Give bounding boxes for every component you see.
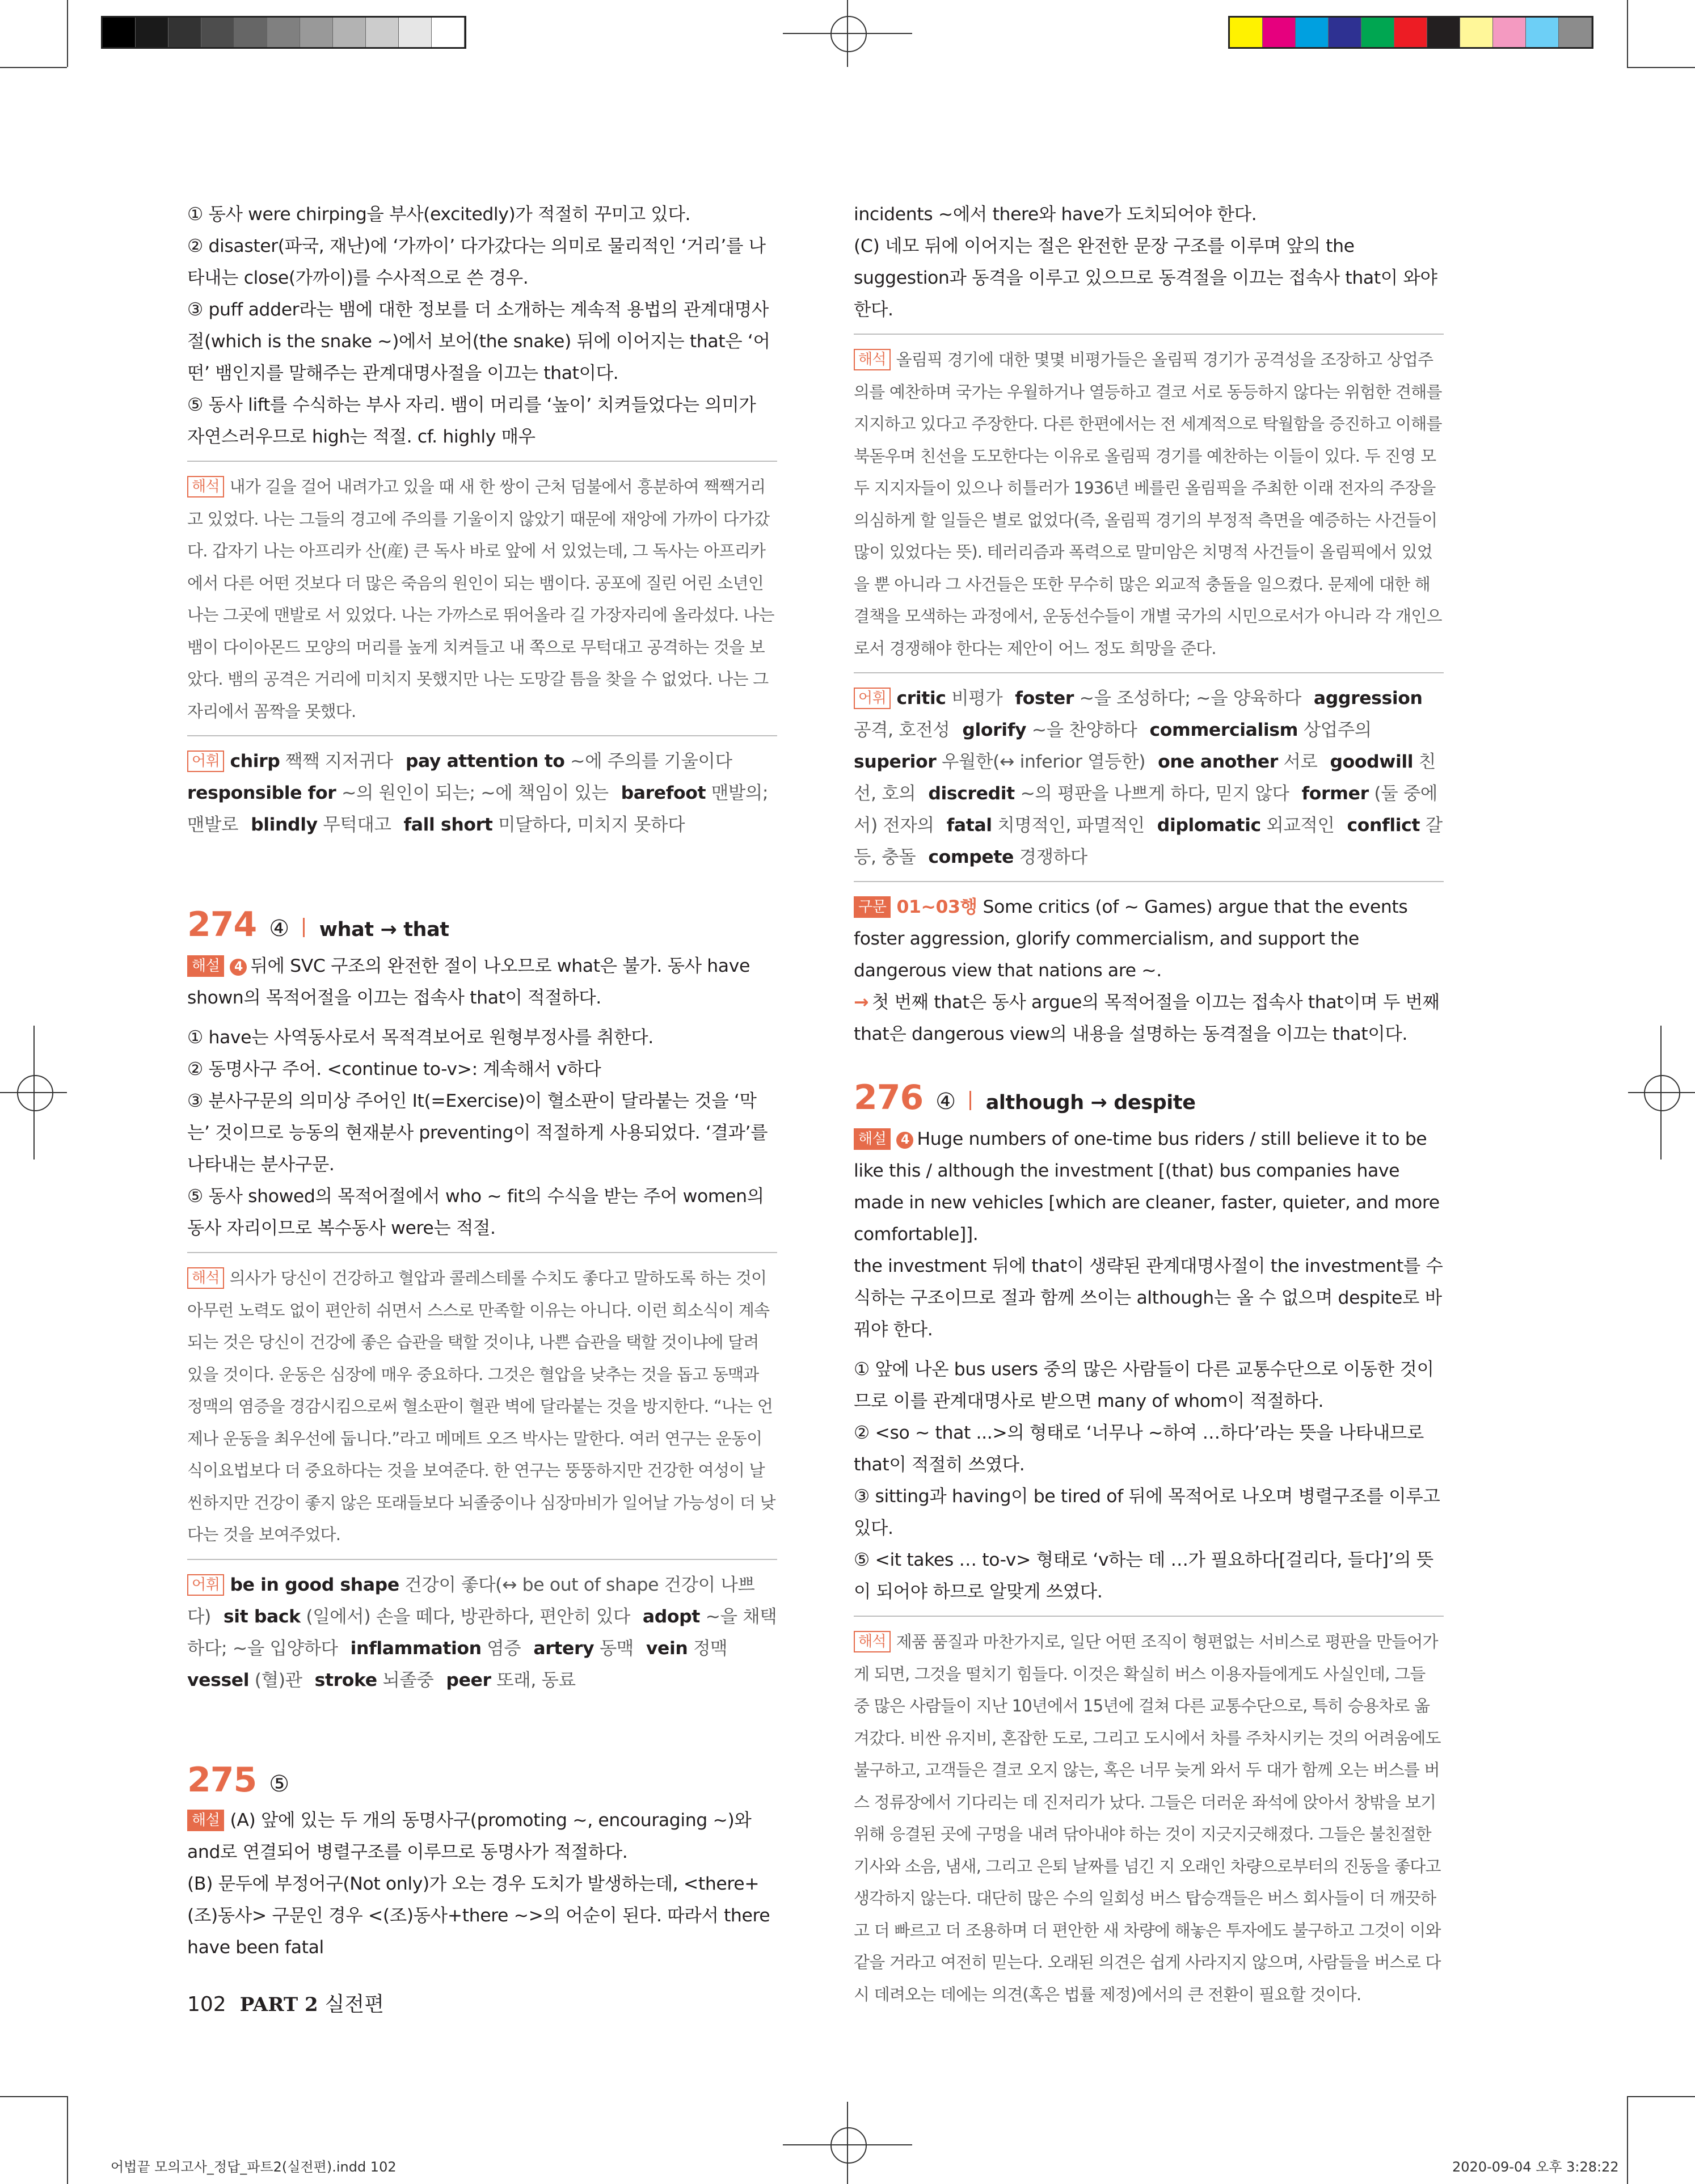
solution-275-a	[187, 1804, 777, 1868]
left-column	[187, 199, 777, 1963]
vocab-meaning: 외교적인	[1266, 815, 1335, 836]
header-separator	[969, 1091, 971, 1110]
crop-mark	[0, 2096, 67, 2097]
syntax-tag: 구문	[854, 896, 891, 918]
vocab-meaning: 건강이 좋다(↔ be out of shape 건강이 나쁘다)	[187, 1574, 755, 1627]
page-footer	[187, 1988, 384, 2017]
registration-mark	[1644, 1075, 1680, 1111]
vocab-word: adopt	[642, 1606, 700, 1627]
print-date: 2020-09-04 오후 3:28:22	[1452, 2159, 1619, 2175]
explanation-item: ⑤ 동사 showed의 목적어절에서 who ~ fit의 수식을 받는 주어 women의 동사 자리이므로 복수동사 were는 적절.	[187, 1186, 764, 1238]
vocab-word: vessel	[187, 1669, 250, 1690]
vocab-meaning: (둘 중에서) 전자의	[854, 783, 1437, 836]
vocab-meaning: 염증	[487, 1638, 521, 1659]
explanation-item: ③ sitting과 having이 be tired of 뒤에 목적어로 나오며 병렬구조를 이루고 있다.	[854, 1486, 1440, 1538]
color-calibration-bar	[1228, 16, 1593, 49]
explanation-273	[187, 199, 777, 453]
question-header-276	[854, 1078, 1444, 1119]
explanation-item: ② <so ~ that ...>의 형태로 ‘너무나 ~하여 …하다’라는 뜻을 나타내므로 that이 적절히 쓰였다.	[854, 1423, 1424, 1475]
divider	[187, 1559, 777, 1560]
vocab-word: chirp	[230, 751, 280, 771]
solution-text: 뒤에 SVC 구조의 완전한 절이 나오므로 what은 불가. 동사 have shown의 목적어절을 이끄는 접속사 that이 적절하다.	[187, 956, 750, 1008]
vocab-word: superior	[854, 752, 937, 772]
vocab-word: fatal	[946, 815, 992, 836]
answer-circle-icon: 4	[896, 1132, 913, 1149]
vocab-meaning: (일에서) 손을 떼다, 방관하다, 편안히 있다	[306, 1606, 630, 1627]
vocab-word: commercialism	[1149, 720, 1298, 740]
section-label: 실전편	[324, 1993, 384, 2016]
vocab-word: fall short	[403, 815, 493, 835]
vocab-meaning: 갈등, 충돌	[854, 815, 1443, 867]
question-header-274	[187, 905, 777, 946]
explanation-item: ⑤ 동사 lift를 수식하는 부사 자리. 뱀이 머리를 ‘높이’ 치켜들었다는 의미가 자연스러우므로 high는 적절. cf. highly 매우	[187, 395, 756, 447]
vocab-word: stroke	[314, 1669, 377, 1690]
explanation-274	[187, 1022, 777, 1244]
solution-tag: 해설	[187, 955, 224, 977]
vocabulary-274	[187, 1569, 777, 1696]
crop-mark	[1627, 67, 1695, 68]
crop-mark	[1627, 0, 1628, 67]
explanation-item: ② 동명사구 주어. <continue to-v>: 계속해서 v하다	[187, 1059, 601, 1080]
vocab-word: vein	[646, 1638, 688, 1659]
answer-circle-icon: 4	[230, 959, 247, 976]
vocab-meaning: (혈)관	[254, 1669, 302, 1690]
registration-mark	[33, 1026, 35, 1160]
crop-mark	[1627, 2096, 1628, 2184]
explanation-276	[854, 1354, 1444, 1608]
registration-mark	[830, 16, 867, 52]
vocab-meaning: 상업주의	[1303, 720, 1372, 740]
answer-correction: what → that	[319, 918, 449, 941]
answer-choice: ④	[935, 1089, 956, 1115]
vocab-word: foster	[1015, 688, 1074, 709]
divider	[187, 735, 777, 736]
crop-mark	[67, 2096, 68, 2184]
vocab-meaning: 맨발의; 맨발로	[187, 783, 769, 835]
vocab-meaning: 치명적인, 파멸적인	[997, 815, 1145, 836]
translation-tag: 해석	[854, 349, 891, 370]
vocab-word: barefoot	[621, 783, 706, 803]
vocab-meaning: 무턱대고	[323, 815, 391, 835]
divider	[187, 1252, 777, 1253]
divider	[854, 1616, 1444, 1617]
vocab-word: diplomatic	[1157, 815, 1261, 836]
vocab-word: aggression	[1313, 688, 1423, 709]
solution-275-c: (C) 네모 뒤에 이어지는 절은 완전한 문장 구조를 이루며 앞의 the suggestion과 동격을 이루고 있으므로 동격절을 이끄는 접속사 that이 와야 한다.	[854, 236, 1437, 320]
registration-mark	[1660, 1026, 1662, 1160]
registration-mark	[830, 2127, 867, 2164]
answer-choice: ⑤	[269, 1770, 289, 1797]
explanation-item: ⑤ <it takes … to-v> 형태로 ‘v하는 데 …가 필요하다[걸리다, 들다]’의 뜻이 되어야 하므로 알맞게 쓰였다.	[854, 1550, 1433, 1602]
vocab-word: glorify	[962, 720, 1027, 740]
solution-tag: 해설	[187, 1810, 224, 1831]
vocab-word: former	[1301, 783, 1369, 804]
translation-tag: 해석	[187, 476, 224, 497]
vocab-word: one another	[1158, 752, 1278, 772]
vocab-meaning: ~의 원인이 되는; ~에 책임이 있는	[341, 783, 609, 803]
explanation-item: ② disaster(파국, 재난)에 ‘가까이’ 다가갔다는 의미로 물리적인 ‘거리’를 나타내는 close(가까이)를 수사적으로 쓴 경우.	[187, 236, 766, 288]
translation-tag: 해석	[187, 1267, 224, 1289]
question-number: 274	[187, 905, 257, 945]
vocab-word: be in good shape	[230, 1574, 399, 1595]
translation-276	[854, 1626, 1444, 2010]
vocab-word: pay attention to	[405, 751, 565, 771]
explanation-item: ① 동사 were chirping을 부사(excitedly)가 적절히 꾸미고 있다.	[187, 204, 691, 225]
solution-tag: 해설	[854, 1128, 891, 1150]
file-slug: 어법끝 모의고사_정답_파트2(실전편).indd 102	[111, 2159, 397, 2175]
translation-text: 내가 길을 걸어 내려가고 있을 때 새 한 쌍이 근처 덤불에서 흥분하여 짹짹거리고 있었다. 나는 그들의 경고에 주의를 기울이지 않았기 때문에 재앙에 가까이 다가갔다. 갑자기 나는 아프리카 산(産) 큰 독사 바로 앞에 서 있었는데, 그 독사는 아프리카에서 다른 어떤 것보다 더 많은 죽음의 원인이 되는 뱀이다. 공포에 질린 어린 소년인 나는 그곳에 맨발로 서 있었다. 나는 가까스로 뛰어올라 길 가장자리에 올라섰다. 나는 뱀이 다이아몬드 모양의 머리를 높게 치켜들고 내 쪽으로 무턱대고 공격하는 것을 보았다. 뱀의 공격은 거리에 미치지 못했지만 나는 도망갈 틈을 찾을 수 없었다. 나는 그 자리에서 꼼짝을 못했다.	[187, 477, 774, 721]
translation-text: 올림픽 경기에 대한 몇몇 비평가들은 올림픽 경기가 공격성을 조장하고 상업주의를 예찬하며 국가는 우월하거나 열등하고 결코 서로 동등하지 않다는 위험한 견해를 지지하고 있다고 주장한다. 다른 한편에서는 전 세계적으로 탁월함을 증진하고 이해를 북돋우며 친선을 도모한다는 이유로 올림픽 경기를 예찬하는 이들이 있다. 두 진영 모두 지지자들이 있으나 히틀러가 1936년 베를린 올림픽을 주최한 이래 전자의 주장을 의심하게 할 일들은 별로 없었다(즉, 올림픽 경기의 부정적 측면을 예증하는 사건들이 많이 있었다는 뜻). 테러리즘과 폭력으로 말미암은 치명적 사건들이 올림픽에서 있었을 뿐 아니라 그 사건들은 또한 무수히 많은 외교적 충돌을 일으켰다. 문제에 대한 해결책을 모색하는 과정에서, 운동선수들이 개별 국가의 시민으로서가 아니라 각 개인으로서 경쟁해야 한다는 제안이 어느 정도 희망을 준다.	[854, 350, 1442, 658]
vocab-meaning: 경쟁하다	[1019, 847, 1087, 867]
solution-text: (A) 앞에 있는 두 개의 동명사구(promoting ~, encouraging ~)와 and로 연결되어 병렬구조를 이루므로 동명사가 적절하다.	[187, 1810, 752, 1862]
right-column	[854, 199, 1444, 2010]
question-number: 276	[854, 1078, 924, 1118]
registration-mark	[847, 2102, 848, 2184]
part-label: PART 2	[239, 1993, 318, 2016]
solution-275-b-continued: incidents ~에서 there와 have가 도치되어야 한다.	[854, 204, 1257, 225]
arrow-right-icon: →	[854, 992, 868, 1013]
divider	[854, 672, 1444, 673]
answer-correction: although → despite	[985, 1091, 1196, 1114]
solution-276-note: the investment 뒤에 that이 생략된 관계대명사절이 the investment를 수식하는 구조이므로 절과 함께 쓰이는 although는 올 수 없으며 despite로 바꿔야 한다.	[854, 1256, 1443, 1340]
translation-274	[187, 1262, 777, 1551]
translation-text: 제품 품질과 마찬가지로, 일단 어떤 조직이 형편없는 서비스로 평판을 만들어가게 되면, 그것을 떨치기 힘들다. 이것은 확실히 버스 이용자들에게도 사실인데, 그들 중 많은 사람들이 지난 10년에서 15년에 걸쳐 다른 교통수단으로, 특히 승용차로 옮겨갔다. 비싼 유지비, 혼잡한 도로, 그리고 도시에서 차를 주차시키는 것의 어려움에도 불구하고, 고객들은 결코 오지 않는, 혹은 너무 늦게 와서 두 대가 함께 오는 버스를 버스 정류장에서 기다리는 데 진저리가 났다. 그들은 더러운 좌석에 앉아서 창밖을 보기 위해 응결된 곳에 구멍을 내려 닦아내야 하는 것이 지긋지긋해졌다. 그들은 불친절한 기사와 소음, 냄새, 그리고 은퇴 날짜를 넘긴 지 오래인 차량으로부터의 진동을 좋다고 생각하지 않는다. 대단히 많은 수의 일회성 버스 탑승객들은 버스 회사들이 더 깨끗하고 더 빠르고 더 조용하며 더 편안한 새 차량에 해놓은 투자에도 불구하고 그것이 이와 같을 거라고 여전히 믿는다. 오래된 의견은 쉽게 사라지지 않으며, 사람들을 버스로 다시 데려오는 데에는 의견(혹은 법률 제정)에서의 큰 전환이 필요할 것이다.	[854, 1632, 1441, 2004]
vocab-meaning: 짹짹 지저귀다	[285, 751, 393, 771]
crop-mark	[0, 67, 67, 68]
solution-text: Huge numbers of one-time bus riders / still believe it to be like this / although the investment [(that) bus companies have made in new vehicles [which are cleaner, faster, quieter, and more comfortable]].	[854, 1129, 1440, 1245]
translation-273	[187, 471, 777, 727]
divider	[854, 881, 1444, 882]
vocab-word: blindly	[251, 815, 318, 835]
vocab-word: critic	[896, 688, 946, 709]
vocab-word: inflammation	[350, 1638, 482, 1659]
vocab-word: peer	[446, 1669, 491, 1690]
solution-276	[854, 1123, 1444, 1250]
vocab-meaning: 우월한(↔ inferior 열등한)	[942, 752, 1146, 772]
divider	[854, 334, 1444, 335]
page-number: 102	[187, 1993, 226, 2016]
answer-choice: ④	[269, 916, 289, 942]
vocab-meaning: ~을 채택하다; ~을 입양하다	[187, 1606, 777, 1659]
vocab-meaning: ~을 찬양하다	[1031, 720, 1137, 740]
crop-mark	[67, 0, 68, 67]
syntax-sentence: Some critics (of ~ Games) argue that the events foster aggression, glorify commercialism, and support the dangerous view that nations are ~.	[854, 897, 1408, 981]
vocab-meaning: 뇌졸중	[382, 1669, 434, 1690]
translation-tag: 해석	[854, 1631, 891, 1652]
vocab-meaning: ~의 평판을 나쁘게 하다, 믿지 않다	[1020, 783, 1289, 804]
vocabulary-tag: 어휘	[187, 751, 224, 772]
vocabulary-tag: 어휘	[187, 1574, 224, 1596]
vocab-word: discredit	[928, 783, 1015, 804]
explanation-item: ③ 분사구문의 의미상 주어인 It(=Exercise)이 혈소판이 달라붙는 것을 ‘막는’ 것이므로 능동의 현재분사 preventing이 적절하게 사용되었다. ‘결과’를 나타내는 분사구문.	[187, 1091, 768, 1175]
vocab-word: sit back	[223, 1606, 301, 1627]
gray-calibration-bar	[101, 16, 466, 49]
registration-mark	[847, 0, 848, 67]
vocab-word: compete	[928, 847, 1014, 867]
explanation-item: ③ puff adder라는 뱀에 대한 정보를 더 소개하는 계속적 용법의 관계대명사절(which is the snake ~)에서 보어(the snake) 뒤에 이어지는 that은 ‘어떤’ 뱀인지를 말해주는 관계대명사절을 이끄는 that이다.	[187, 300, 770, 383]
explanation-item: ① 앞에 나온 bus users 중의 많은 사람들이 다른 교통수단으로 이동한 것이므로 이를 관계대명사로 받으면 many of whom이 적절하다.	[854, 1359, 1434, 1411]
vocab-meaning: 또래, 동료	[496, 1669, 576, 1690]
vocab-meaning: ~에 주의를 기울이다	[570, 751, 732, 771]
vocab-word: conflict	[1347, 815, 1420, 836]
translation-text: 의사가 당신이 건강하고 혈압과 콜레스테롤 수치도 좋다고 말하도록 하는 것이 아무런 노력도 없이 편안히 쉬면서 스스로 만족할 이유는 아니다. 이런 희소식이 계속되는 것은 당신이 건강에 좋은 습관을 택할 것이냐, 나쁜 습관을 택할 것이냐에 달려 있을 것이다. 운동은 심장에 매우 중요하다. 그것은 혈압을 낮추는 것을 돕고 동맥과 정맥의 염증을 경감시킴으로써 혈소판이 혈관 벽에 달라붙는 것을 방지한다. “나는 언제나 운동을 최우선에 둡니다.”라고 메메트 오즈 박사는 말한다. 여러 연구는 운동이 식이요법보다 더 중요하다는 것을 보여준다. 한 연구는 뚱뚱하지만 건강한 여성이 날씬하지만 건강이 좋지 않은 또래들보다 뇌졸중이나 심장마비가 일어날 가능성이 더 낮다는 것을 보여주었다.	[187, 1268, 775, 1544]
vocab-meaning: ~을 조성하다; ~을 양육하다	[1079, 688, 1301, 709]
question-header-275	[187, 1760, 777, 1800]
vocab-meaning: 공격, 호전성	[854, 720, 950, 740]
vocabulary-275	[854, 682, 1444, 873]
vocab-word: responsible for	[187, 783, 336, 803]
header-separator	[303, 918, 305, 937]
vocabulary-273	[187, 745, 777, 841]
vocabulary-tag: 어휘	[854, 688, 891, 709]
vocab-meaning: 동맥	[599, 1638, 634, 1659]
vocab-word: artery	[533, 1638, 594, 1659]
translation-275	[854, 344, 1444, 664]
crop-mark	[1627, 2096, 1695, 2097]
syntax-explanation	[854, 986, 1444, 1050]
solution-275-b: (B) 문두에 부정어구(Not only)가 오는 경우 도치가 발생하는데, <there+(조)동사> 구문인 경우 <(조)동사+there ~>의 어순이 된다. 따라서 there have been fatal	[187, 1873, 770, 1958]
syntax-explanation-text: 첫 번째 that은 동사 argue의 목적어절을 이끄는 접속사 that이며 두 번째 that은 dangerous view의 내용을 설명하는 동격절을 이끄는 that이다.	[854, 992, 1440, 1044]
vocab-meaning: 정맥	[693, 1638, 728, 1659]
registration-mark	[1628, 1092, 1695, 1093]
registration-mark	[17, 1075, 53, 1111]
vocab-meaning: 미달하다, 미치지 못하다	[498, 815, 685, 835]
question-number: 275	[187, 1760, 257, 1800]
line-reference: 01~03행	[896, 897, 977, 917]
vocab-meaning: 비평가	[951, 688, 1003, 709]
vocab-meaning: 친선, 호의	[854, 752, 1436, 804]
divider	[187, 461, 777, 462]
syntax-note	[854, 891, 1444, 986]
explanation-item: ① have는 사역동사로서 목적격보어로 원형부정사를 취한다.	[187, 1027, 653, 1048]
solution-274	[187, 950, 777, 1014]
vocab-meaning: 서로	[1283, 752, 1318, 772]
vocab-word: goodwill	[1330, 752, 1414, 772]
